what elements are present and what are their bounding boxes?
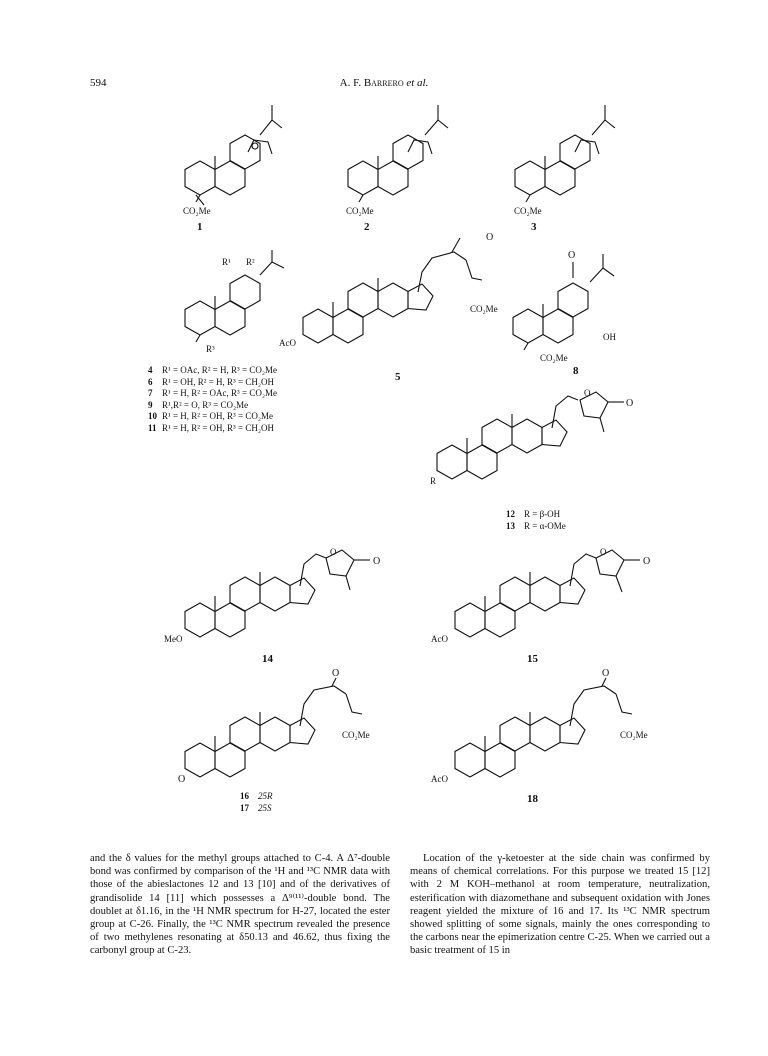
- c14-oxo: O: [373, 556, 381, 567]
- c5-sub: CO₂Me: [470, 304, 498, 314]
- compound-15-structure: [455, 550, 640, 637]
- c5-oxo: O: [486, 232, 494, 243]
- c16-ring-oxo: O: [178, 774, 186, 785]
- compound-4-structure: [185, 250, 284, 342]
- compound-5-structure: [303, 238, 482, 343]
- epimer-labels: [240, 790, 273, 814]
- c15-ring-o: O: [600, 547, 607, 557]
- c14-ring-o: O: [330, 547, 337, 557]
- sub-row: 10 R¹ = H, R² = OH, R³ = CO₂Me: [148, 411, 273, 421]
- c8-oxo: O: [568, 250, 576, 261]
- sub-row: 4 R¹ = OAc, R² = H, R³ = CO₂Me: [148, 365, 277, 375]
- r-row: 12 R = β-OH: [506, 509, 561, 519]
- header-et-al: et al.: [406, 77, 429, 89]
- c12-ring-o: O: [584, 388, 591, 398]
- c8-sub: CO₂Me: [540, 353, 568, 363]
- r-table-12-13: [506, 508, 566, 532]
- right-column: [410, 852, 710, 958]
- body-text: [90, 852, 710, 958]
- c4-r3: R³: [206, 344, 215, 354]
- sub-row: 7 R¹ = H, R² = OAc, R³ = CO₂Me: [148, 388, 277, 398]
- c4-r2: R²: [246, 257, 255, 267]
- sub-row: 9 R¹,R² = O, R³ = CO₂Me: [148, 399, 249, 410]
- c16-oxo: O: [332, 668, 340, 679]
- c2-sub: CO₂Me: [346, 206, 374, 216]
- compound-12-structure: [437, 392, 624, 479]
- c2-label: 2: [364, 221, 370, 233]
- c4-r1: R¹: [222, 257, 231, 267]
- c1-label: 1: [197, 221, 203, 233]
- left-paragraph: and the δ values for the methyl groups attached to C-4. A Δ⁷-double bond was confirmed by comparison of the ¹H and ¹³C NMR data with those of the abieslactones 12 and 13 [10] and of the derivatives of grandisolide 14 [11] which possesses a Δ⁹⁽¹¹⁾-double bond. The doublet at δ1.16, in the ¹H NMR spectrum for H-27, located the ester group at C-26. Finally, the ¹³C NMR spectrum revealed the presence of two methylenes resonating at δ50.13 and 46.62, thus fixing the carbonyl group at C-23.: [90, 853, 390, 957]
- compound-8-structure: [513, 254, 614, 350]
- compound-1-structure: [0, 0, 282, 205]
- epimer-row: 17 25S: [240, 803, 272, 813]
- c5-ac: AcO: [279, 338, 296, 348]
- c15-label: 15: [527, 653, 538, 665]
- sub-row: 6 R¹ = OH, R² = H, R³ = CH₂OH: [148, 376, 274, 387]
- header-author: A. F. Barrero: [339, 77, 404, 89]
- c8-oh: OH: [603, 332, 616, 342]
- c18-oxo: O: [602, 668, 610, 679]
- c3-label: 3: [531, 221, 537, 233]
- c3-sub: CO₂Me: [514, 206, 542, 216]
- c18-ac: AcO: [431, 774, 448, 784]
- c12-r: R: [430, 476, 437, 486]
- compound-3-structure: [515, 105, 615, 202]
- c14-meo: MeO: [164, 634, 183, 644]
- compound-18-structure: [455, 678, 632, 777]
- right-paragraph: Location of the γ-ketoester at the side chain was confirmed by means of chemical correlations. For this purpose we treated 15 [12] with 2 M KOH–methanol at room temperature, neutralization, esterification with diazomethane and subsequent oxidation with Jones reagent yielded the mixture of 16 and 17. Its ¹³C NMR spectrum showed splitting of some signals, mainly the ones corresponding to the carbons near the epimerization centre C-25. When we carried out a basic treatment of 15 in: [410, 853, 710, 957]
- compound-16-structure: [185, 678, 362, 777]
- page-number: 594: [90, 77, 107, 89]
- c18-sub: CO₂Me: [620, 730, 648, 740]
- left-column: [90, 852, 390, 958]
- c14-label: 14: [262, 653, 273, 665]
- substituent-table: [148, 365, 277, 434]
- r-row: 13 R = α-OMe: [506, 521, 566, 531]
- c15-oxo: O: [643, 556, 651, 567]
- compound-2-structure: [348, 105, 448, 202]
- c5-label: 5: [395, 371, 401, 383]
- sub-row: 11 R¹ = H, R² = OH, R³ = CH₂OH: [148, 422, 274, 433]
- c8-label: 8: [573, 365, 579, 377]
- c15-ac: AcO: [431, 634, 448, 644]
- epimer-row: 16 25R: [240, 791, 273, 801]
- c16-sub: CO₂Me: [342, 730, 370, 740]
- compound-14-structure: [185, 550, 370, 637]
- c12-oxo: O: [626, 398, 634, 409]
- c18-label: 18: [527, 793, 538, 805]
- c1-sub: CO₂Me: [183, 206, 211, 216]
